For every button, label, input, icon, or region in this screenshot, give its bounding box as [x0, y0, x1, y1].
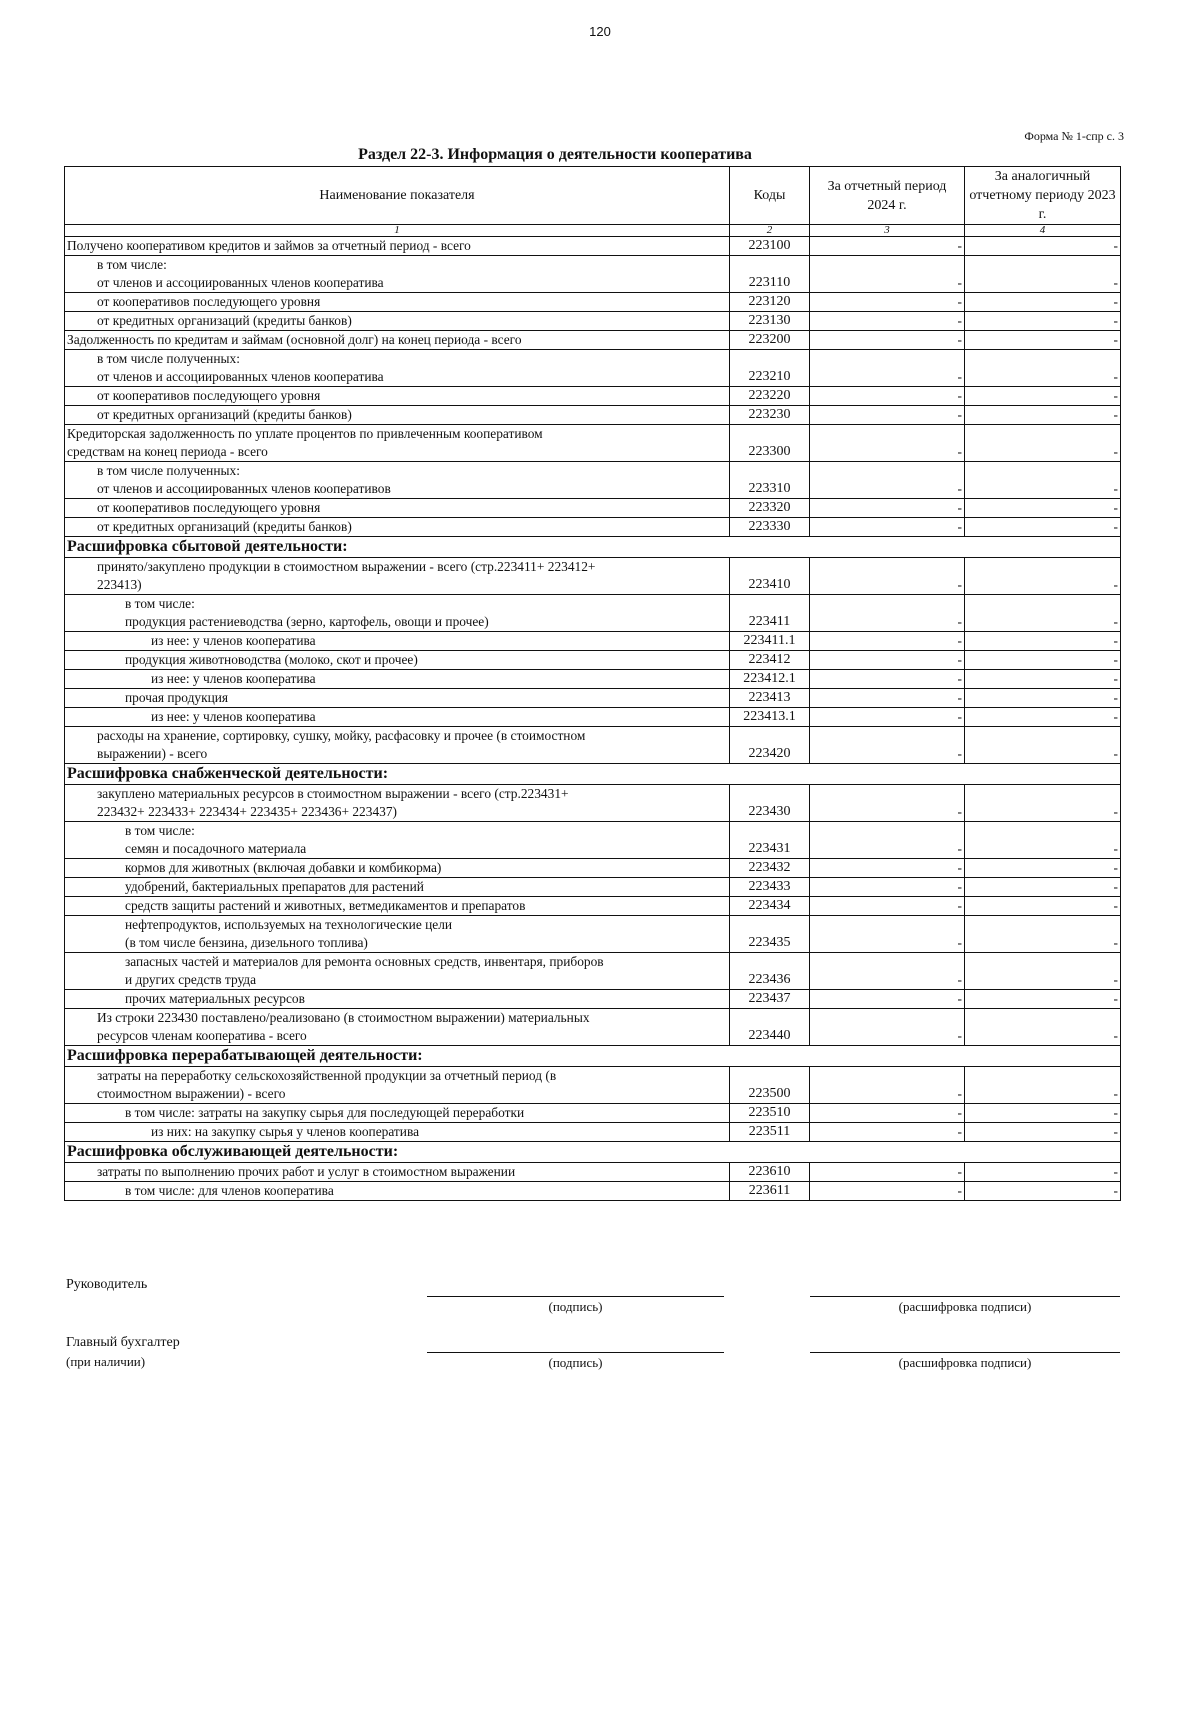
value-previous-period[interactable]: -	[965, 708, 1121, 727]
section-row	[65, 537, 1121, 558]
accountant-signature-caption: (подпись)	[548, 1355, 603, 1370]
section-empty-cell	[965, 537, 1121, 558]
indicator-name-line: из нее: у членов кооператива	[151, 633, 316, 648]
section-heading: Расшифровка сбытовой деятельности:	[65, 537, 810, 558]
indicator-name-line: в том числе: для членов кооператива	[125, 1183, 334, 1198]
row-code: 223511	[730, 1123, 810, 1142]
report-table	[64, 166, 1121, 1201]
value-previous-period[interactable]: -	[965, 237, 1121, 256]
indicator-name	[65, 822, 730, 859]
indicator-name-line: выражении) - всего	[97, 746, 208, 761]
section-heading: Расшифровка снабженческой деятельности:	[65, 764, 810, 785]
value-current-period[interactable]: -	[810, 785, 965, 822]
table-row	[65, 727, 1121, 764]
accountant-decoding-line	[810, 1352, 1120, 1353]
indicator-name	[65, 1009, 730, 1046]
value-current-period[interactable]: -	[810, 670, 965, 689]
row-code: 223413	[730, 689, 810, 708]
accountant-signature-line	[427, 1352, 724, 1353]
row-code: 223310	[730, 462, 810, 499]
value-previous-period[interactable]: -	[965, 651, 1121, 670]
table-row	[65, 651, 1121, 670]
value-current-period[interactable]: -	[810, 689, 965, 708]
value-previous-period[interactable]: -	[965, 1123, 1121, 1142]
indicator-name	[65, 331, 730, 350]
section-empty-cell	[810, 1142, 965, 1163]
indicator-name-line: от кооперативов последующего уровня	[97, 500, 321, 515]
indicator-name	[65, 518, 730, 537]
indicator-name-line: удобрений, бактериальных препаратов для растений	[125, 879, 424, 894]
value-current-period[interactable]: -	[810, 651, 965, 670]
table-row	[65, 990, 1121, 1009]
value-current-period[interactable]: -	[810, 822, 965, 859]
indicator-name-line: кормов для животных (включая добавки и комбикорма)	[125, 860, 442, 875]
row-code: 223100	[730, 237, 810, 256]
value-previous-period[interactable]: -	[965, 1182, 1121, 1201]
indicator-name-line: Задолженность по кредитам и займам (основной долг) на конец периода - всего	[67, 332, 522, 347]
value-current-period[interactable]: -	[810, 708, 965, 727]
indicator-name-line: от кредитных организаций (кредиты банков)	[97, 407, 352, 422]
indicator-name	[65, 897, 730, 916]
accountant-label: Главный бухгалтер	[66, 1335, 180, 1350]
row-code: 223432	[730, 859, 810, 878]
value-previous-period[interactable]: -	[965, 822, 1121, 859]
indicator-name-line: от членов и ассоциированных членов кооператива	[97, 369, 384, 384]
indicator-name-line: от кредитных организаций (кредиты банков)	[97, 313, 352, 328]
table-row	[65, 953, 1121, 990]
row-code: 223610	[730, 1163, 810, 1182]
value-previous-period[interactable]: -	[965, 350, 1121, 387]
table-row	[65, 670, 1121, 689]
table-row	[65, 1009, 1121, 1046]
indicator-name-line: ресурсов членам кооператива - всего	[97, 1028, 307, 1043]
value-previous-period[interactable]: -	[965, 1067, 1121, 1104]
value-current-period[interactable]: -	[810, 953, 965, 990]
indicator-name-line: из них: на закупку сырья у членов кооператива	[151, 1124, 420, 1139]
indicator-name-line: продукция животноводства (молоко, скот и прочее)	[125, 652, 418, 667]
value-current-period[interactable]: -	[810, 350, 965, 387]
section-heading: Расшифровка обслуживающей деятельности:	[65, 1142, 810, 1163]
section-row	[65, 1142, 1121, 1163]
table-row	[65, 331, 1121, 350]
row-code: 223410	[730, 558, 810, 595]
indicator-name	[65, 387, 730, 406]
value-current-period[interactable]: -	[810, 256, 965, 293]
row-code: 223430	[730, 785, 810, 822]
row-code: 223330	[730, 518, 810, 537]
row-code: 223200	[730, 331, 810, 350]
row-code: 223436	[730, 953, 810, 990]
indicator-name	[65, 1182, 730, 1201]
table-row	[65, 632, 1121, 651]
indicator-name-line: принято/закуплено продукции в стоимостном выражении - всего (стр.223411+ 223412+	[97, 559, 596, 574]
indicator-name-line: Кредиторская задолженность по уплате процентов по привлеченным кооперативом	[67, 426, 543, 441]
value-previous-period[interactable]: -	[965, 331, 1121, 350]
indicator-name	[65, 651, 730, 670]
indicator-name	[65, 689, 730, 708]
indicator-name	[65, 293, 730, 312]
section-row	[65, 764, 1121, 785]
accountant-decoding-caption: (расшифровка подписи)	[898, 1355, 1032, 1370]
indicator-name	[65, 632, 730, 651]
indicator-name	[65, 916, 730, 953]
value-current-period[interactable]: -	[810, 897, 965, 916]
indicator-name-line: в том числе:	[125, 596, 195, 611]
indicator-name-line: и других средств труда	[125, 972, 257, 987]
table-body	[65, 237, 1121, 1201]
value-current-period[interactable]: -	[810, 293, 965, 312]
value-previous-period[interactable]: -	[965, 990, 1121, 1009]
section-empty-cell	[965, 764, 1121, 785]
row-code: 223320	[730, 499, 810, 518]
value-previous-period[interactable]: -	[965, 406, 1121, 425]
header-code: Коды	[730, 167, 810, 225]
indicator-name	[65, 1163, 730, 1182]
indicator-name	[65, 708, 730, 727]
indicator-name-line: запасных частей и материалов для ремонта основных средств, инвентаря, приборов	[125, 954, 604, 969]
section-empty-cell	[965, 1046, 1121, 1067]
indicator-name-line: в том числе:	[97, 257, 167, 272]
value-current-period[interactable]: -	[810, 312, 965, 331]
header-current-period: За отчетный период 2024 г.	[810, 167, 965, 225]
value-current-period[interactable]: -	[810, 595, 965, 632]
header-previous-period: За аналогичный отчетному периоду 2023 г.	[965, 167, 1121, 225]
section-empty-cell	[810, 537, 965, 558]
head-decoding-line	[810, 1296, 1120, 1297]
indicator-name	[65, 595, 730, 632]
indicator-name	[65, 878, 730, 897]
indicator-name-line: закуплено материальных ресурсов в стоимостном выражении - всего (стр.223431+	[97, 786, 569, 801]
column-number: 3	[810, 225, 965, 237]
row-code: 223220	[730, 387, 810, 406]
indicator-name-line: (в том числе бензина, дизельного топлива)	[125, 935, 368, 950]
value-previous-period[interactable]: -	[965, 878, 1121, 897]
indicator-name	[65, 859, 730, 878]
value-previous-period[interactable]: -	[965, 558, 1121, 595]
value-previous-period[interactable]: -	[965, 916, 1121, 953]
table-row	[65, 1123, 1121, 1142]
value-current-period[interactable]: -	[810, 387, 965, 406]
indicator-name-line: нефтепродуктов, используемых на технологические цели	[125, 917, 453, 932]
row-code: 223412.1	[730, 670, 810, 689]
indicator-name-line: 223432+ 223433+ 223434+ 223435+ 223436+ 223437)	[97, 804, 397, 819]
indicator-name	[65, 256, 730, 293]
section-empty-cell	[965, 1142, 1121, 1163]
value-current-period[interactable]: -	[810, 859, 965, 878]
value-current-period[interactable]: -	[810, 990, 965, 1009]
value-current-period[interactable]: -	[810, 1123, 965, 1142]
table-row	[65, 785, 1121, 822]
indicator-name	[65, 425, 730, 462]
value-previous-period[interactable]: -	[965, 595, 1121, 632]
table-row	[65, 689, 1121, 708]
table-row	[65, 312, 1121, 331]
accountant-note: (при наличии)	[66, 1354, 146, 1369]
head-decoding-caption: (расшифровка подписи)	[898, 1299, 1032, 1314]
value-current-period[interactable]: -	[810, 558, 965, 595]
value-previous-period[interactable]: -	[965, 387, 1121, 406]
table-row	[65, 878, 1121, 897]
indicator-name-line: 223413)	[97, 577, 142, 592]
value-previous-period[interactable]: -	[965, 670, 1121, 689]
value-current-period[interactable]: -	[810, 237, 965, 256]
value-previous-period[interactable]: -	[965, 462, 1121, 499]
value-previous-period[interactable]: -	[965, 727, 1121, 764]
table-row	[65, 499, 1121, 518]
form-label: Форма № 1-спр с. 3	[1024, 129, 1124, 143]
value-previous-period[interactable]: -	[965, 256, 1121, 293]
value-previous-period[interactable]: -	[965, 499, 1121, 518]
indicator-name-line: средствам на конец периода - всего	[67, 444, 268, 459]
table-row	[65, 859, 1121, 878]
row-code: 223300	[730, 425, 810, 462]
value-current-period[interactable]: -	[810, 1009, 965, 1046]
indicator-name-line: средств защиты растений и животных, ветмедикаментов и препаратов	[125, 898, 526, 913]
table-header-row	[65, 167, 1121, 225]
section-empty-cell	[810, 764, 965, 785]
value-previous-period[interactable]: -	[965, 785, 1121, 822]
row-code: 223611	[730, 1182, 810, 1201]
indicator-name-line: в том числе:	[125, 823, 195, 838]
value-previous-period[interactable]: -	[965, 293, 1121, 312]
row-code: 223437	[730, 990, 810, 1009]
head-signature-line	[427, 1296, 724, 1297]
table-row	[65, 425, 1121, 462]
indicator-name	[65, 1104, 730, 1123]
row-code: 223433	[730, 878, 810, 897]
table-row	[65, 897, 1121, 916]
indicator-name-line: стоимостном выражении) - всего	[97, 1086, 286, 1101]
value-previous-period[interactable]: -	[965, 1163, 1121, 1182]
table-row	[65, 462, 1121, 499]
indicator-name-line: из нее: у членов кооператива	[151, 709, 316, 724]
table-row	[65, 237, 1121, 256]
indicator-name	[65, 785, 730, 822]
table-row	[65, 1067, 1121, 1104]
indicator-name-line: из нее: у членов кооператива	[151, 671, 316, 686]
row-code: 223500	[730, 1067, 810, 1104]
value-previous-period[interactable]: -	[965, 425, 1121, 462]
column-number-row	[65, 225, 1121, 237]
value-previous-period[interactable]: -	[965, 518, 1121, 537]
row-code: 223210	[730, 350, 810, 387]
table-row	[65, 822, 1121, 859]
table-row	[65, 350, 1121, 387]
table-row	[65, 256, 1121, 293]
value-current-period[interactable]: -	[810, 462, 965, 499]
value-current-period[interactable]: -	[810, 1104, 965, 1123]
indicator-name	[65, 990, 730, 1009]
indicator-name	[65, 670, 730, 689]
indicator-name-line: продукция растениеводства (зерно, картофель, овощи и прочее)	[125, 614, 489, 629]
indicator-name-line: затраты по выполнению прочих работ и услуг в стоимостном выражении	[97, 1164, 516, 1179]
value-previous-period[interactable]: -	[965, 859, 1121, 878]
value-previous-period[interactable]: -	[965, 1009, 1121, 1046]
indicator-name	[65, 499, 730, 518]
value-previous-period[interactable]: -	[965, 1104, 1121, 1123]
indicator-name	[65, 1123, 730, 1142]
table-row	[65, 1163, 1121, 1182]
value-previous-period[interactable]: -	[965, 897, 1121, 916]
column-number: 2	[730, 225, 810, 237]
table-row	[65, 518, 1121, 537]
head-signature-caption: (подпись)	[548, 1299, 603, 1314]
value-previous-period[interactable]: -	[965, 312, 1121, 331]
indicator-name	[65, 237, 730, 256]
row-code: 223412	[730, 651, 810, 670]
row-code: 223510	[730, 1104, 810, 1123]
indicator-name-line: в том числе полученных:	[97, 351, 240, 366]
table-row	[65, 1104, 1121, 1123]
value-current-period[interactable]: -	[810, 878, 965, 897]
row-code: 223431	[730, 822, 810, 859]
value-current-period[interactable]: -	[810, 1067, 965, 1104]
indicator-name	[65, 462, 730, 499]
row-code: 223420	[730, 727, 810, 764]
value-previous-period[interactable]: -	[965, 689, 1121, 708]
indicator-name	[65, 406, 730, 425]
table-row	[65, 595, 1121, 632]
indicator-name-line: от членов и ассоциированных членов кооператива	[97, 275, 384, 290]
table-row	[65, 916, 1121, 953]
row-code: 223411.1	[730, 632, 810, 651]
section-heading: Расшифровка перерабатывающей деятельности:	[65, 1046, 810, 1067]
value-current-period[interactable]: -	[810, 518, 965, 537]
indicator-name	[65, 350, 730, 387]
section-empty-cell	[810, 1046, 965, 1067]
row-code: 223120	[730, 293, 810, 312]
value-previous-period[interactable]: -	[965, 632, 1121, 651]
indicator-name-line: от кооперативов последующего уровня	[97, 294, 321, 309]
row-code: 223130	[730, 312, 810, 331]
row-code: 223440	[730, 1009, 810, 1046]
indicator-name-line: прочая продукция	[125, 690, 229, 705]
value-current-period[interactable]: -	[810, 1182, 965, 1201]
column-number: 1	[65, 225, 730, 237]
row-code: 223413.1	[730, 708, 810, 727]
value-current-period[interactable]: -	[810, 499, 965, 518]
indicator-name-line: от кооперативов последующего уровня	[97, 388, 321, 403]
section-row	[65, 1046, 1121, 1067]
indicator-name-line: в том числе полученных:	[97, 463, 240, 478]
header-name: Наименование показателя	[65, 167, 730, 225]
row-code: 223434	[730, 897, 810, 916]
row-code: 223411	[730, 595, 810, 632]
indicator-name	[65, 953, 730, 990]
table-row	[65, 558, 1121, 595]
section-title: Раздел 22-3. Информация о деятельности кооператива	[358, 146, 752, 163]
indicator-name-line: семян и посадочного материала	[125, 841, 307, 856]
indicator-name-line: от кредитных организаций (кредиты банков)	[97, 519, 352, 534]
indicator-name-line: от членов и ассоциированных членов кооперативов	[97, 481, 391, 496]
indicator-name-line: затраты на переработку сельскохозяйственной продукции за отчетный период (в	[97, 1068, 557, 1083]
indicator-name	[65, 312, 730, 331]
table-row	[65, 293, 1121, 312]
row-code: 223435	[730, 916, 810, 953]
indicator-name-line: расходы на хранение, сортировку, сушку, мойку, расфасовку и прочее (в стоимостном	[97, 728, 586, 743]
table-row	[65, 708, 1121, 727]
value-current-period[interactable]: -	[810, 406, 965, 425]
page-number: 120	[589, 24, 611, 39]
value-current-period[interactable]: -	[810, 632, 965, 651]
row-code: 223230	[730, 406, 810, 425]
indicator-name	[65, 727, 730, 764]
column-number: 4	[965, 225, 1121, 237]
head-label: Руководитель	[66, 1277, 148, 1292]
indicator-name	[65, 558, 730, 595]
table-row	[65, 387, 1121, 406]
row-code: 223110	[730, 256, 810, 293]
indicator-name-line: Из строки 223430 поставлено/реализовано (в стоимостном выражении) материальных	[97, 1010, 590, 1025]
value-current-period[interactable]: -	[810, 425, 965, 462]
indicator-name-line: прочих материальных ресурсов	[125, 991, 305, 1006]
table-row	[65, 406, 1121, 425]
value-current-period[interactable]: -	[810, 916, 965, 953]
value-current-period[interactable]: -	[810, 331, 965, 350]
value-current-period[interactable]: -	[810, 1163, 965, 1182]
indicator-name-line: в том числе: затраты на закупку сырья для последующей переработки	[125, 1105, 525, 1120]
value-previous-period[interactable]: -	[965, 953, 1121, 990]
table-row	[65, 1182, 1121, 1201]
indicator-name	[65, 1067, 730, 1104]
indicator-name-line: Получено кооперативом кредитов и займов за отчетный период - всего	[67, 238, 471, 253]
value-current-period[interactable]: -	[810, 727, 965, 764]
